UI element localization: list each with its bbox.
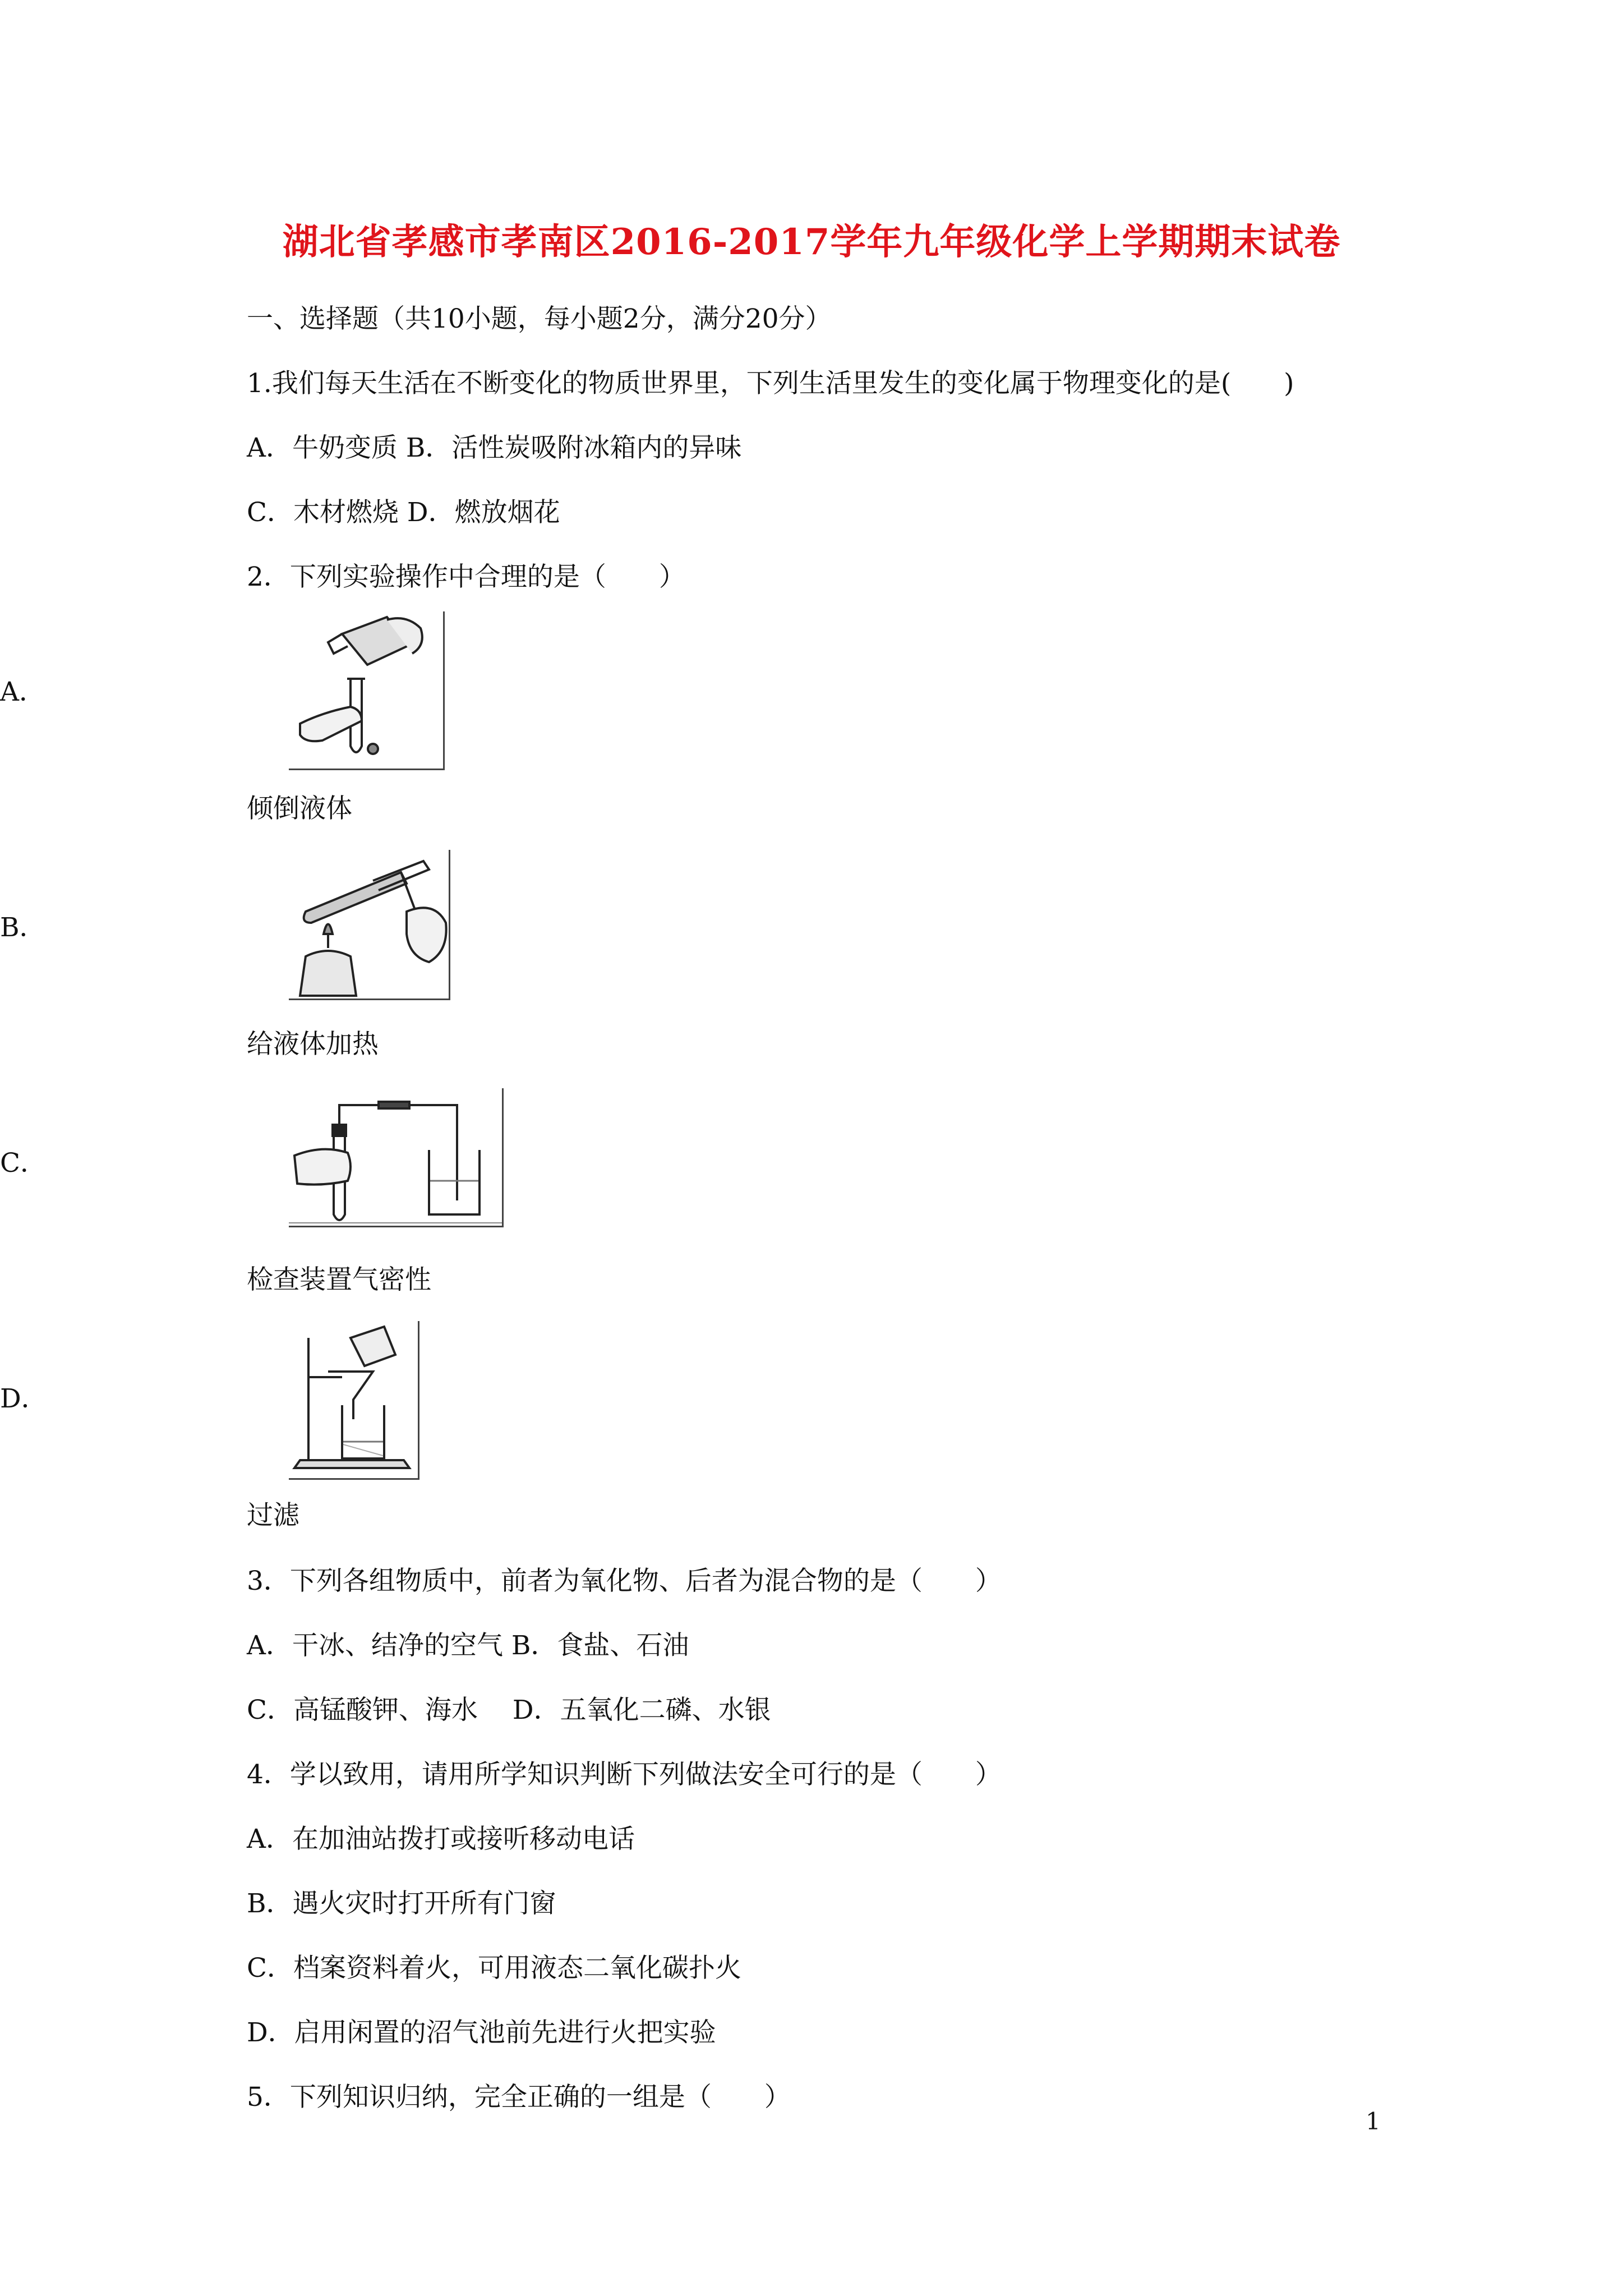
page-number: 1 bbox=[1366, 2108, 1381, 2135]
question-5-stem: 5．下列知识归纳，完全正确的一组是（ ） bbox=[247, 2082, 791, 2113]
question-1-stem: 1.我们每天生活在不断变化的物质世界里，下列生活里发生的变化属于物理变化的是( ) bbox=[247, 368, 1294, 399]
question-4-option-c: C．档案资料着火，可用液态二氧化碳扑火 bbox=[247, 1953, 741, 1984]
q2-option-a-letter: A． bbox=[0, 677, 45, 707]
question-2-stem: 2．下列实验操作中合理的是（ ） bbox=[247, 562, 685, 592]
q2-option-d-caption: 过滤 bbox=[247, 1500, 299, 1531]
page-title: 湖北省孝感市孝南区2016-2017学年九年级化学上学期期末试卷 bbox=[282, 221, 1341, 263]
q2-option-b-caption: 给液体加热 bbox=[247, 1029, 379, 1060]
heating-liquid-illustration bbox=[289, 850, 449, 999]
question-1-options-ab: A．牛奶变质 B．活性炭吸附冰箱内的异味 bbox=[247, 432, 742, 463]
pouring-liquid-illustration bbox=[289, 611, 443, 769]
question-4-stem: 4．学以致用，请用所学知识判断下列做法安全可行的是（ ） bbox=[247, 1759, 1002, 1790]
airtightness-check-illustration bbox=[289, 1088, 502, 1226]
question-4-option-b: B．遇火灾时打开所有门窗 bbox=[247, 1888, 556, 1919]
question-4-option-a: A．在加油站拨打或接听移动电话 bbox=[247, 1824, 635, 1855]
section-heading: 一、选择题（共10小题，每小题2分，满分20分） bbox=[247, 303, 832, 334]
q2-option-a-figure bbox=[289, 611, 445, 770]
q2-option-b-figure bbox=[289, 850, 450, 1000]
q2-option-b-letter: B． bbox=[0, 912, 46, 943]
q2-option-c-caption: 检查装置气密性 bbox=[247, 1264, 431, 1295]
q2-option-c-figure bbox=[289, 1088, 504, 1227]
question-3-options-ab: A．干冰、结净的空气 B．食盐、石油 bbox=[247, 1630, 689, 1661]
q2-option-a-caption: 倾倒液体 bbox=[247, 793, 352, 824]
filtration-illustration bbox=[289, 1321, 418, 1478]
q2-option-d-letter: D． bbox=[0, 1383, 48, 1414]
question-4-option-d: D．启用闲置的沼气池前先进行火把实验 bbox=[247, 2017, 716, 2048]
q2-option-c-letter: C． bbox=[0, 1148, 47, 1179]
question-3-options-cd: C．高锰酸钾、海水 D．五氧化二磷、水银 bbox=[247, 1695, 771, 1726]
question-1-options-cd: C．木材燃烧 D．燃放烟花 bbox=[247, 497, 560, 528]
q2-option-d-figure bbox=[289, 1321, 419, 1480]
question-3-stem: 3．下列各组物质中，前者为氧化物、后者为混合物的是（ ） bbox=[247, 1566, 1002, 1596]
